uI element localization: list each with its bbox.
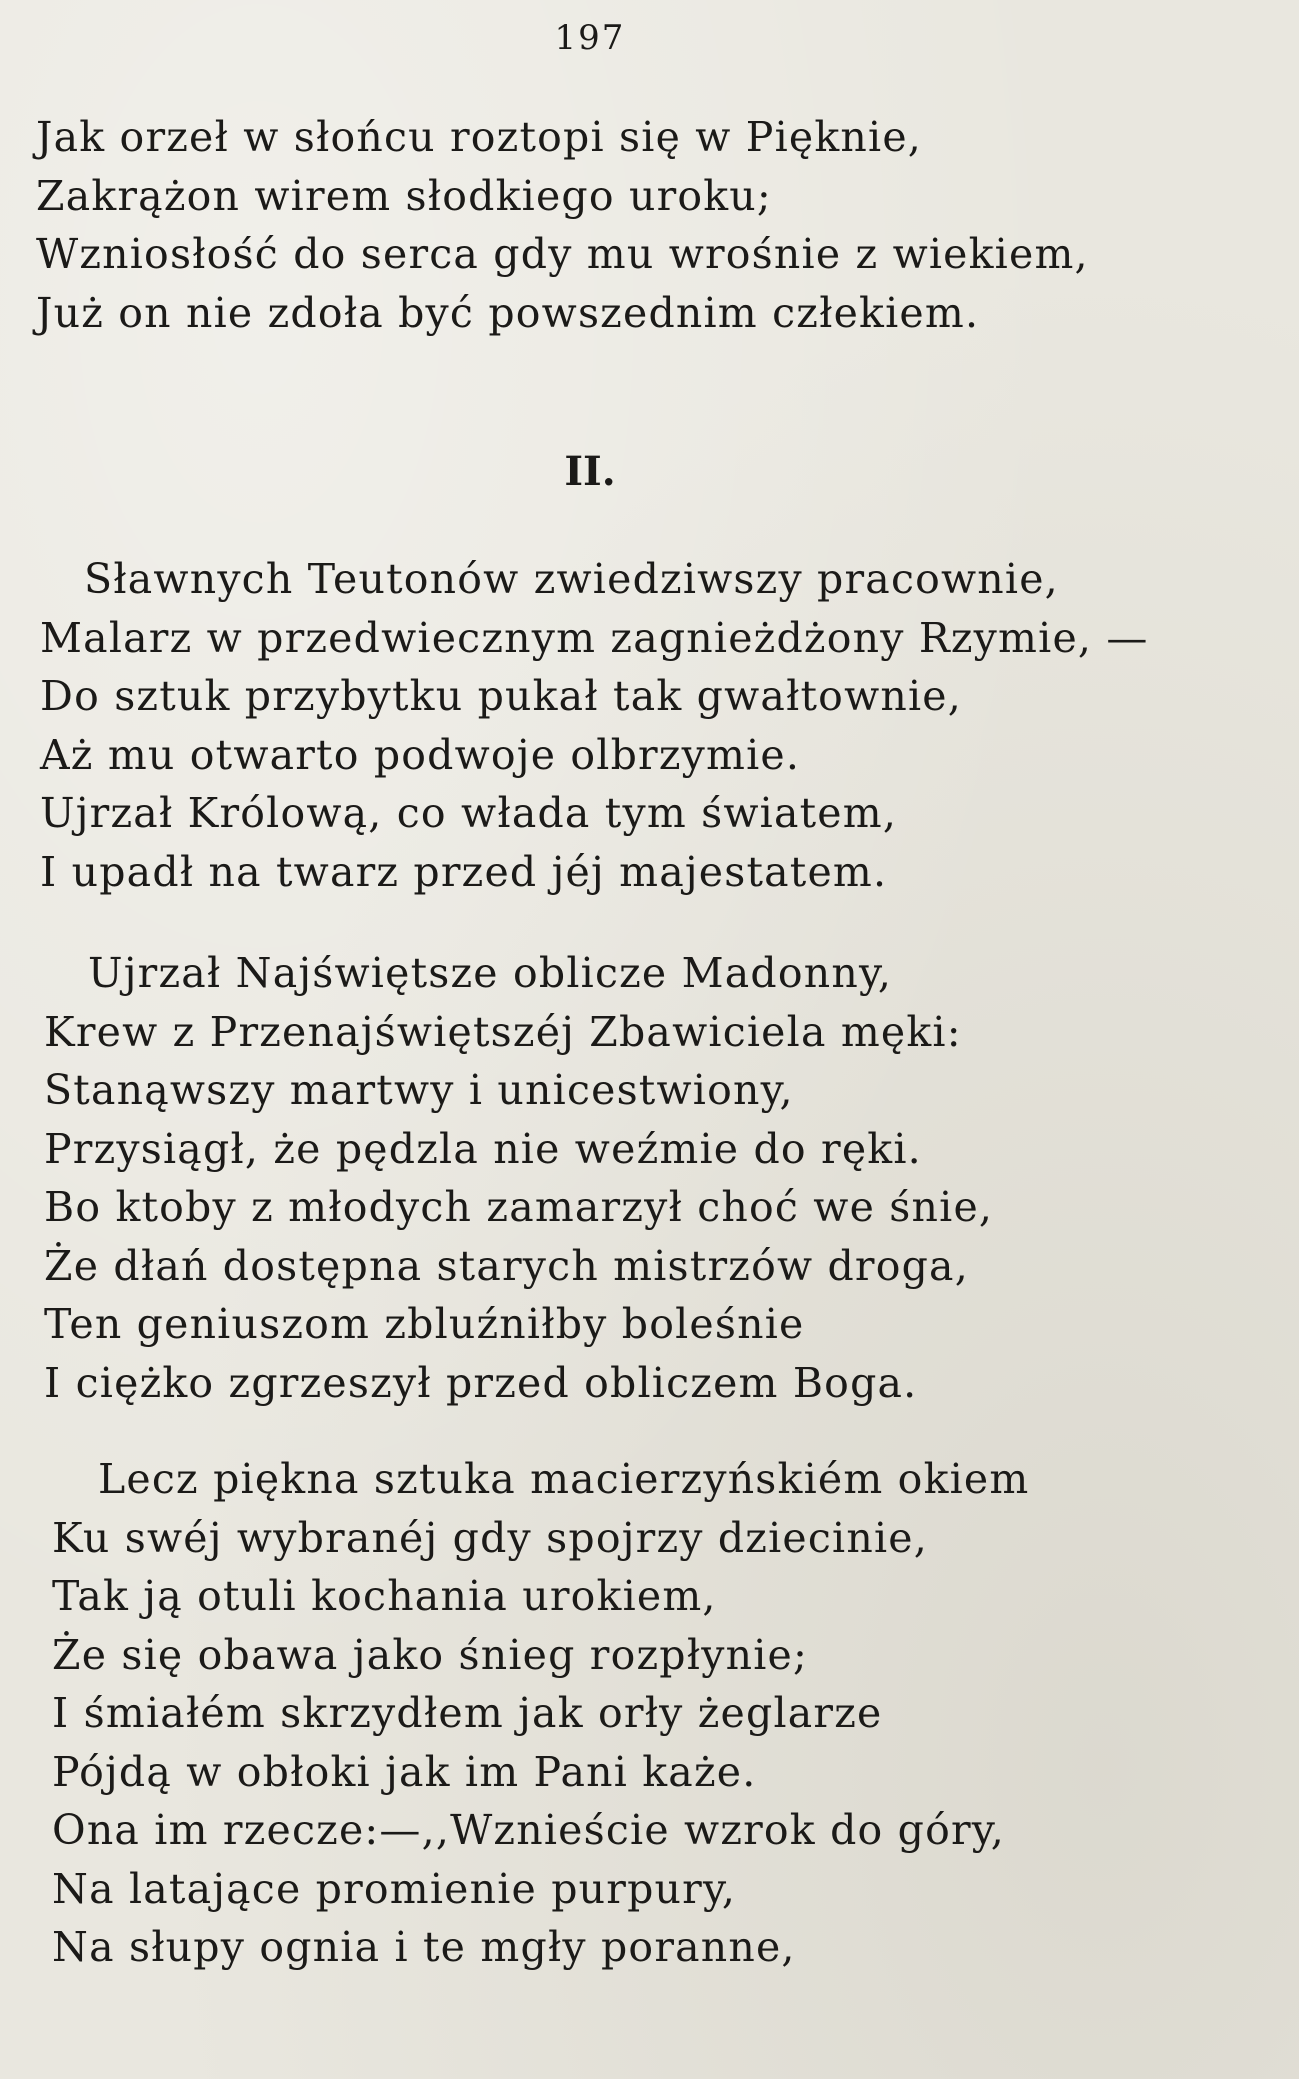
verse-line: Sławnych Teutonów zwiedziwszy pracownie, xyxy=(84,555,1059,603)
verse-line: Na słupy ognia i te mgły poranne, xyxy=(52,1923,796,1971)
stanza xyxy=(52,1450,1029,1977)
verse-line: Lecz piękna sztuka macierzyńskiém okiem xyxy=(98,1455,1030,1503)
verse-line: Na latające promienie purpury, xyxy=(52,1864,737,1913)
verse-line: Że dłań dostępna starych mistrzów droga, xyxy=(44,1241,969,1290)
verse-line: Już on nie zdoła być powszednim człekiem. xyxy=(36,288,980,337)
verse-line: Zakrążon wirem słodkiego uroku; xyxy=(36,171,772,220)
verse-line: Ten geniuszom zbluźniłby boleśnie xyxy=(44,1300,805,1348)
verse-line: Do sztuk przybytku pukał tak gwałtownie, xyxy=(40,672,962,720)
verse-line: Pójdą w obłoki jak im Pani każe. xyxy=(52,1747,757,1796)
verse-line: Że się obawa jako śnieg rozpłynie; xyxy=(52,1630,808,1679)
verse-line: Tak ją otuli kochania urokiem, xyxy=(52,1572,717,1620)
verse-line: Stanąwszy martwy i unicestwiony, xyxy=(44,1066,794,1114)
verse-line: Jak orzeł w słońcu roztopi się w Pięknie, xyxy=(36,113,923,161)
stanza xyxy=(36,108,1089,342)
verse-line: I ciężko zgrzeszył przed obliczem Boga. xyxy=(44,1358,918,1407)
verse-line: Ku swéj wybranéj gdy spojrzy dziecinie, xyxy=(52,1513,928,1562)
stanza xyxy=(44,944,993,1412)
verse-line: Krew z Przenajświętszéj Zbawiciela męki: xyxy=(44,1007,962,1056)
verse-line: Ujrzał Najświętsze oblicze Madonny, xyxy=(88,949,893,997)
page-number: 197 xyxy=(554,18,626,58)
verse-line: Przysiągł, że pędzla nie weźmie do ręki. xyxy=(44,1124,922,1173)
section-heading: II. xyxy=(564,448,616,495)
stanza xyxy=(40,550,1149,901)
verse-line: Bo ktoby z młodych zamarzył choć we śnie, xyxy=(44,1183,994,1231)
verse-line: Aż mu otwarto podwoje olbrzymie. xyxy=(40,730,801,779)
verse-line: Malarz w przedwiecznym zagnieżdżony Rzymie, — xyxy=(40,613,1149,662)
verse-line: I śmiałém skrzydłem jak orły żeglarze xyxy=(52,1689,883,1737)
verse-line: Wzniosłość do serca gdy mu wrośnie z wiekiem, xyxy=(36,230,1089,278)
verse-line: Ona im rzecze:—,,Wznieście wzrok do góry, xyxy=(52,1806,1005,1854)
verse-line: I upadł na twarz przed jéj majestatem. xyxy=(40,847,888,896)
verse-line: Ujrzał Królową, co włada tym światem, xyxy=(40,789,898,837)
